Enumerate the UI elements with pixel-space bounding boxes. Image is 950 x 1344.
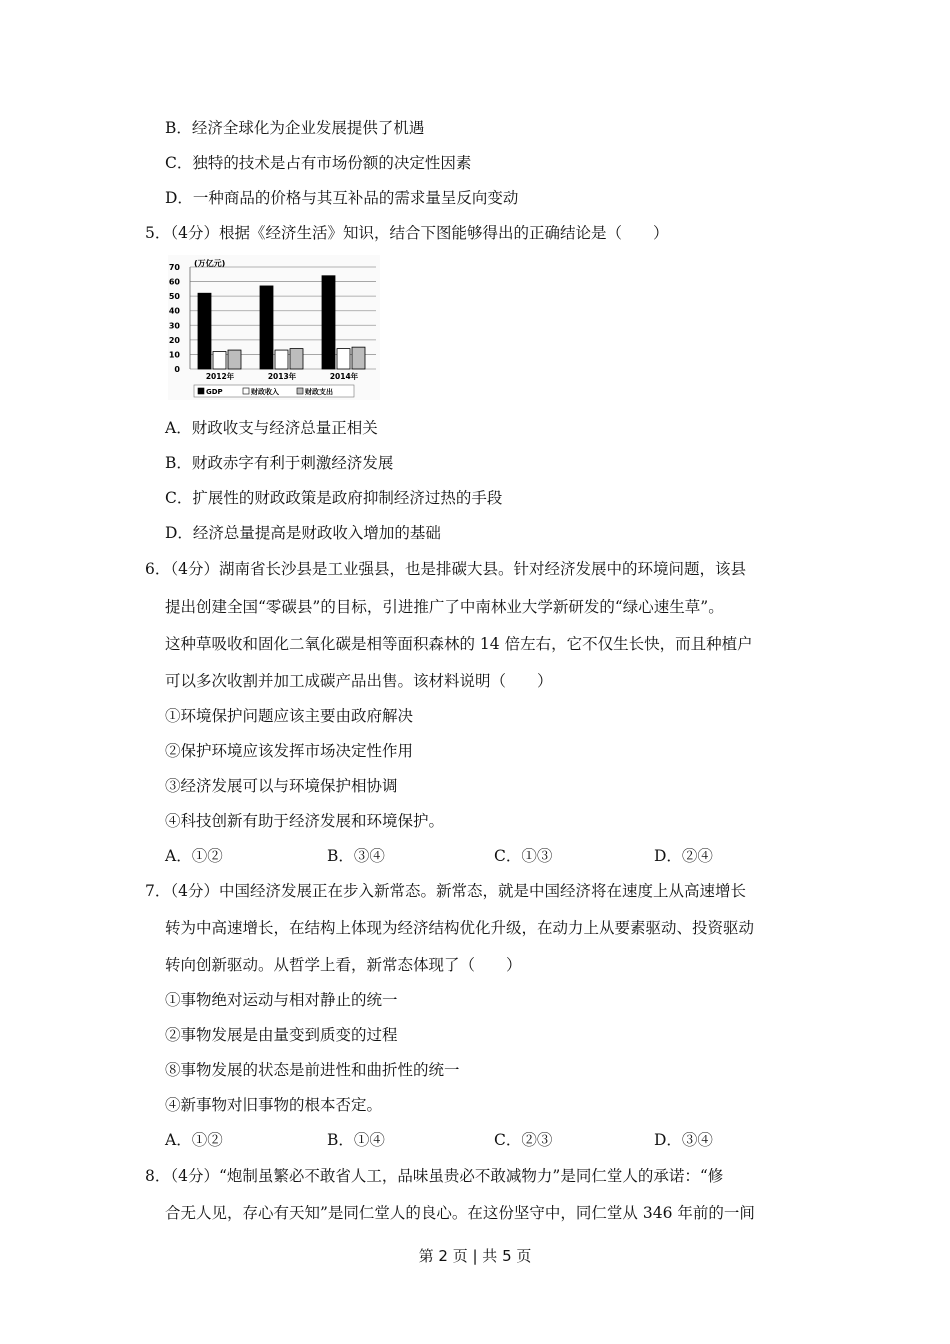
- q7-line-1: 7．（4分）中国经济发展正在步入新常态。新常态，就是中国经济将在速度上从高速增长: [145, 882, 746, 900]
- page-footer: 第 2 页 | 共 5 页: [418, 1247, 532, 1265]
- q4-option-b: B．经济全球化为企业发展提供了机遇: [165, 119, 425, 137]
- y-tick-label: 50: [168, 292, 180, 302]
- q4-option-d: D．一种商品的价格与其互补品的需求量呈反向变动: [165, 189, 519, 207]
- q7-item-4: ④新事物对旧事物的根本否定。: [165, 1096, 383, 1114]
- q6-choice-a: A．①②: [165, 847, 223, 865]
- q6-item-3: ③经济发展可以与环境保护相协调: [165, 777, 398, 795]
- bar-财政支出: [228, 350, 241, 369]
- q7-item-3: ⑧事物发展的状态是前进性和曲折性的统一: [165, 1061, 460, 1079]
- q7-choice-d: D．③④: [654, 1131, 713, 1149]
- q6-choice-d: D．②④: [654, 847, 713, 865]
- legend-label: 财政收入: [251, 388, 279, 396]
- q6-line-3: 这种草吸收和固化二氧化碳是相等面积森林的 14 倍左右，它不仅生长快，而且种植户: [165, 635, 753, 653]
- chart-unit-label: (万亿元): [194, 259, 226, 268]
- bar-财政收入: [275, 350, 288, 369]
- y-tick-label: 40: [168, 306, 180, 316]
- q5-stem: 5．（4分）根据《经济生活》知识，结合下图能够得出的正确结论是（ ）: [145, 224, 669, 242]
- y-tick-label: 0: [174, 365, 180, 374]
- y-tick-label: 70: [168, 263, 180, 272]
- bar-财政收入: [213, 352, 226, 369]
- q6-choice-b: B．③④: [327, 847, 385, 865]
- q5-bar-chart: [168, 255, 380, 400]
- q6-line-1: 6．（4分）湖南省长沙县是工业强县，也是排碳大县。针对经济发展中的环境问题，该县: [145, 560, 746, 578]
- bar-GDP: [260, 286, 273, 369]
- x-tick-label: 2012年: [205, 372, 235, 381]
- q5-option-c: C．扩展性的财政政策是政府抑制经济过热的手段: [165, 489, 503, 507]
- y-tick-label: 20: [168, 335, 180, 345]
- q7-line-3: 转向创新驱动。从哲学上看，新常态体现了（ ）: [165, 956, 522, 974]
- q6-item-4: ④科技创新有助于经济发展和环境保护。: [165, 812, 445, 830]
- y-tick-label: 10: [168, 350, 180, 360]
- bar-GDP: [322, 276, 335, 369]
- y-tick-label: 60: [168, 277, 180, 287]
- q7-item-1: ①事物绝对运动与相对静止的统一: [165, 991, 398, 1009]
- q6-line-4: 可以多次收割并加工成碳产品出售。该材料说明（ ）: [165, 672, 553, 690]
- legend-swatch: [297, 388, 303, 394]
- legend-swatch: [198, 388, 204, 394]
- q7-line-2: 转为中高速增长，在结构上体现为经济结构优化升级，在动力上从要素驱动、投资驱动: [165, 919, 755, 937]
- q4-option-c: C．独特的技术是占有市场份额的决定性因素: [165, 154, 472, 172]
- bar-GDP: [198, 293, 211, 369]
- q6-item-2: ②保护环境应该发挥市场决定性作用: [165, 742, 414, 760]
- x-tick-label: 2013年: [267, 372, 297, 381]
- q7-choice-b: B．①④: [327, 1131, 385, 1149]
- q7-item-2: ②事物发展是由量变到质变的过程: [165, 1026, 398, 1044]
- y-tick-label: 30: [168, 321, 180, 331]
- q7-choice-a: A．①②: [165, 1131, 223, 1149]
- q6-item-1: ①环境保护问题应该主要由政府解决: [165, 707, 414, 725]
- q5-option-d: D．经济总量提高是财政收入增加的基础: [165, 524, 441, 542]
- bar-财政支出: [352, 347, 365, 369]
- q7-choice-c: C．②③: [494, 1131, 553, 1149]
- legend-label: GDP: [206, 388, 223, 396]
- bar-财政支出: [290, 349, 303, 369]
- q5-option-b: B．财政赤字有利于刺激经济发展: [165, 454, 394, 472]
- x-tick-label: 2014年: [329, 372, 359, 381]
- legend-swatch: [243, 388, 249, 394]
- q8-line-2: 合无人见，存心有天知”是同仁堂人的良心。在这份坚守中，同仁堂从 346 年前的一间: [165, 1204, 755, 1222]
- q5-option-a: A．财政收支与经济总量正相关: [165, 419, 378, 437]
- q6-choice-c: C．①③: [494, 847, 553, 865]
- bar-财政收入: [337, 349, 350, 369]
- q6-line-2: 提出创建全国“零碳县”的目标，引进推广了中南林业大学新研发的“绿心速生草”。: [165, 598, 724, 616]
- legend-label: 财政支出: [305, 388, 333, 396]
- q8-line-1: 8．（4分）“炮制虽繁必不敢省人工，品味虽贵必不敢减物力”是同仁堂人的承诺：“修: [145, 1167, 724, 1185]
